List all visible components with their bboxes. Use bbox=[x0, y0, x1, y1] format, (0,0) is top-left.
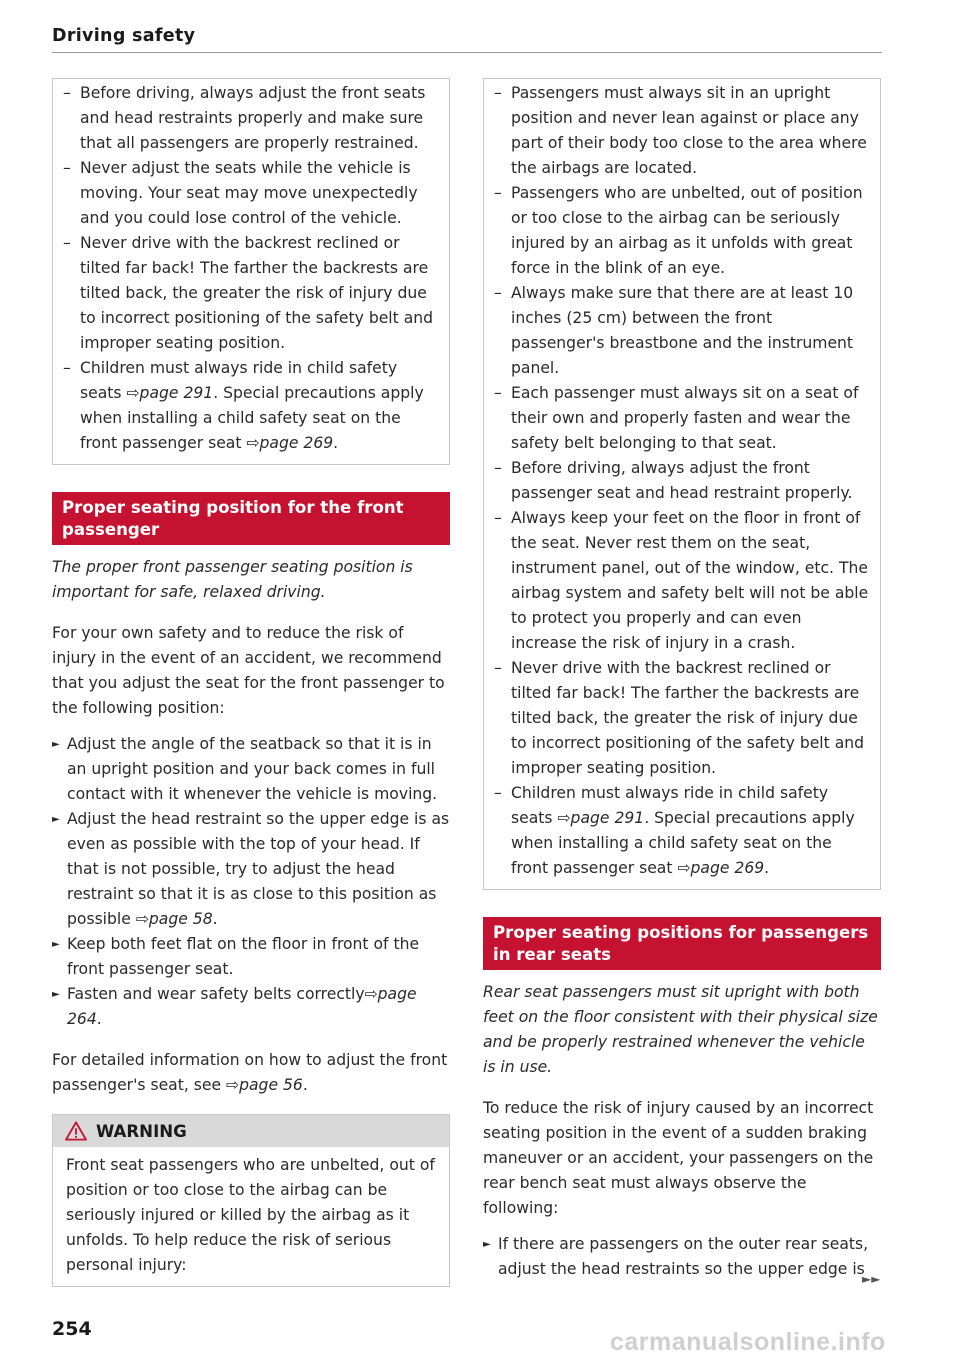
list-item-text: Children must always ride in child safety seats bbox=[511, 784, 829, 827]
list-item-text: . bbox=[333, 434, 339, 452]
paragraph-text: For detailed information on how to adjust the front passenger's seat, see bbox=[52, 1051, 448, 1094]
section-heading-rear-seats: Proper seating positions for passengers in rear seats bbox=[483, 917, 881, 970]
page-header-title: Driving safety bbox=[52, 26, 196, 46]
list-item: – Always make sure that there are at least 10 inches (25 cm) between the front passenger's breastbone and the instrument panel. bbox=[494, 281, 870, 381]
list-item-text: . bbox=[212, 910, 218, 928]
page-reference-link[interactable]: ⇨page 291 bbox=[126, 384, 214, 402]
body-paragraph: To reduce the risk of injury caused by an incorrect seating position in the event of a sudden braking maneuver or an accident, your passengers on the rear bench seat must always observe the following: bbox=[483, 1099, 874, 1217]
body-paragraph bbox=[52, 1048, 450, 1098]
list-item-text: . bbox=[764, 859, 770, 877]
page-reference-link[interactable]: ⇨page 264 bbox=[67, 985, 417, 1028]
list-item-text: Adjust the head restraint so the upper edge is as even as possible with the top of your head. If that is not possible, try to adjust the head restraint so that it is as close to this position as possible bbox=[67, 810, 450, 928]
list-item-text: . bbox=[96, 1010, 102, 1028]
list-item: ► Adjust the angle of the seatback so that it is in an upright position and your back comes in full contact with it whenever the vehicle is moving. bbox=[52, 732, 450, 807]
section-intro: The proper front passenger seating position is important for safe, relaxed driving. bbox=[52, 558, 413, 601]
list-item bbox=[494, 781, 870, 881]
list-item: – Always keep your feet on the floor in front of the seat. Never rest them on the seat, instrument panel, out of the window, etc. The airbag system and safety belt will not be able to protect you properly and can even increase the risk of injury in a crash. bbox=[494, 506, 870, 656]
list-item-text: Fasten and wear safety belts correctly bbox=[67, 985, 365, 1003]
page-reference-link[interactable]: ⇨page 291 bbox=[557, 809, 645, 827]
page-reference-link[interactable]: ⇨page 56 bbox=[226, 1076, 303, 1094]
list-item: – Passengers must always sit in an upright position and never lean against or place any part of their body too close to the area where the airbags are located. bbox=[494, 81, 870, 181]
section-heading-front-passenger: Proper seating position for the front passenger bbox=[52, 492, 450, 545]
left-column bbox=[52, 78, 450, 1287]
warning-continuation-box bbox=[483, 78, 881, 890]
header-divider bbox=[52, 52, 882, 53]
list-item: – Each passenger must always sit on a seat of their own and properly fasten and wear the safety belt belonging to that seat. bbox=[494, 381, 870, 456]
list-item: – Passengers who are unbelted, out of position or too close to the airbag can be seriously injured by an airbag as it unfolds with great force in the blink of an eye. bbox=[494, 181, 870, 281]
page-reference-link[interactable]: ⇨page 58 bbox=[135, 910, 213, 928]
warning-header bbox=[53, 1115, 449, 1147]
body-paragraph: For your own safety and to reduce the risk of injury in the event of an accident, we recommend that you adjust the seat for the front passenger to the following position: bbox=[52, 624, 445, 717]
warning-continuation-box bbox=[52, 78, 450, 465]
warning-list bbox=[63, 81, 439, 456]
list-item bbox=[52, 807, 450, 932]
list-item bbox=[63, 356, 439, 456]
list-item: ► If there are passengers on the outer rear seats, adjust the head restraints so the upper edge is bbox=[483, 1232, 881, 1282]
warning-box bbox=[52, 1114, 450, 1287]
page-reference-link[interactable]: ⇨page 269 bbox=[677, 859, 765, 877]
warning-list bbox=[494, 81, 870, 881]
list-item-text: . Special precautions apply when installing a child safety seat on the front passenger seat bbox=[80, 384, 424, 452]
list-item: – Never adjust the seats while the vehicle is moving. Your seat may move unexpectedly and you could lose control of the vehicle. bbox=[63, 156, 439, 231]
list-item-text: Children must always ride in child safety seats bbox=[80, 359, 398, 402]
instruction-list bbox=[483, 1232, 881, 1282]
list-item: – Before driving, always adjust the front passenger seat and head restraint properly. bbox=[494, 456, 870, 506]
paragraph-text: . bbox=[302, 1076, 308, 1094]
warning-body: Front seat passengers who are unbelted, out of position or too close to the airbag can be seriously injured or killed by the airbag as it unfolds. To help reduce the risk of serious personal injury: bbox=[66, 1156, 435, 1274]
instruction-list bbox=[52, 732, 450, 1032]
warning-triangle-icon bbox=[65, 1121, 87, 1141]
list-item: ► Keep both feet flat on the floor in front of the front passenger seat. bbox=[52, 932, 450, 982]
page-number: 254 bbox=[52, 1318, 92, 1340]
page-reference-link[interactable]: ⇨page 269 bbox=[246, 434, 334, 452]
right-column bbox=[483, 78, 881, 1282]
list-item bbox=[52, 982, 450, 1032]
section-intro: Rear seat passengers must sit upright with both feet on the floor consistent with their physical size and be properly restrained whenever the vehicle is in use. bbox=[483, 983, 878, 1076]
warning-title: WARNING bbox=[96, 1121, 187, 1141]
list-item-text: . Special precautions apply when installing a child safety seat on the front passenger seat bbox=[511, 809, 855, 877]
continued-arrow-icon: ►► bbox=[862, 1272, 881, 1286]
list-item: – Before driving, always adjust the front seats and head restraints properly and make sure that all passengers are properly restrained. bbox=[63, 81, 439, 156]
watermark-logo: carmanualsonline.info bbox=[610, 1328, 886, 1356]
list-item: – Never drive with the backrest reclined or tilted far back! The farther the backrests are tilted back, the greater the risk of injury due to incorrect positioning of the safety belt and improper seating position. bbox=[494, 656, 870, 781]
list-item: – Never drive with the backrest reclined or tilted far back! The farther the backrests are tilted back, the greater the risk of injury due to incorrect positioning of the safety belt and improper seating position. bbox=[63, 231, 439, 356]
